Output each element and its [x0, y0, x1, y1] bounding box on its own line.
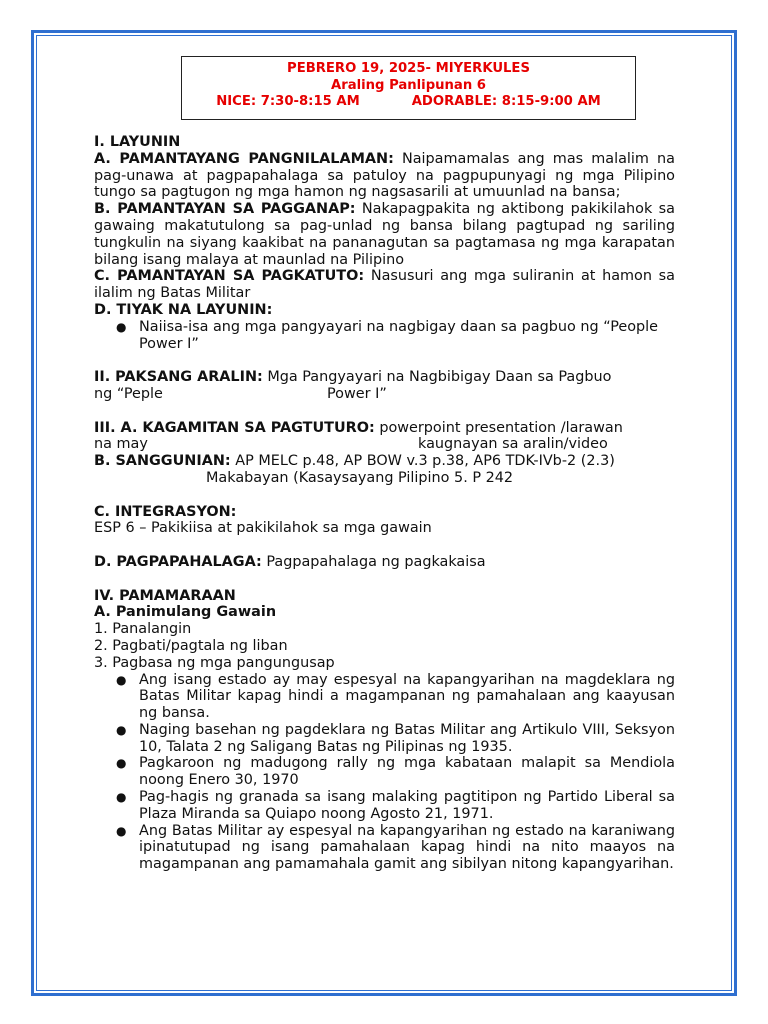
schedule-adorable: ADORABLE: 8:15-9:00 AM	[411, 94, 601, 109]
kagamitan-cont: na may kaugnayan sa aralin/video	[94, 436, 608, 453]
kagamitan: III. A. KAGAMITAN SA PAGTUTURO: powerpoint presentation /larawan	[94, 419, 623, 436]
step-item: 2. Pagbati/pagtala ng liban	[94, 637, 288, 654]
bullet-icon: ●	[116, 722, 127, 737]
bullet-icon: ●	[116, 756, 127, 771]
integrasyon-title: C. INTEGRASYON:	[94, 503, 237, 520]
header-schedule	[182, 94, 635, 111]
layunin-b: B. PAMANTAYAN SA PAGGANAP: Nakapagpakita ng aktibong pakikilahok sa gawaing makatutulong sa pag-unlad ng bansa bilang pagtupad ng sariling tungkulin na siyang kaakibat na pananagutan sa pagtamasa ng mga karapatan bilang isang malaya at maunlad na Pilipino	[94, 201, 675, 268]
paksang-aralin-cont: ng “Peple Power I”	[94, 385, 387, 402]
bullet-icon: ●	[116, 319, 127, 334]
header-date: PEBRERO 19, 2025- MIYERKULES	[287, 61, 530, 76]
list-item: ● Naging basehan ng pagdeklara ng Batas Militar ang Artikulo VIII, Seksyon 10, Talata 2 ng Saligang Batas ng Pilipinas ng 1935.	[116, 721, 675, 755]
integrasyon-text: ESP 6 – Pakikiisa at pakikilahok sa mga gawain	[94, 520, 432, 537]
list-item: ● Naiisa-isa ang mga pangyayari na nagbigay daan sa pagbuo ng “People Power I”	[116, 318, 659, 352]
layunin-a: A. PAMANTAYANG PANGNILALAMAN: Naipamamalas ang mas malalim na pag-unawa at pagpapahalaga sa patuloy na pagpupunyagi ng mga Pilipino tungo sa pagtugon ng mga hamon ng nagsasarili at umuunlad na bansa;	[94, 150, 675, 201]
layunin-d-list	[94, 319, 675, 353]
layunin-d: D. TIYAK NA LAYUNIN:	[94, 301, 273, 318]
paksang-aralin: II. PAKSANG ARALIN: Mga Pangyayari na Nagbibigay Daan sa Pagbuo	[94, 369, 612, 386]
lesson-plan-body	[94, 134, 675, 873]
pamamaraan-title: IV. PAMAMARAAN	[94, 587, 236, 604]
bullet-icon: ●	[116, 790, 127, 805]
sanggunian: B. SANGGUNIAN: AP MELC p.48, AP BOW v.3 p.38, AP6 TDK-IVb-2 (2.3)	[94, 453, 615, 470]
pangungusap-list	[94, 672, 675, 874]
list-item: ● Pag-hagis ng granada sa isang malaking pagtitipon ng Partido Liberal sa Plaza Miranda sa Quiapo noong Agosto 21, 1971.	[116, 789, 675, 822]
bullet-icon: ●	[116, 672, 127, 687]
list-item: ● Pagkaroon ng madugong rally ng mga kabataan malapit sa Mendiola noong Enero 30, 1970	[116, 755, 675, 789]
step-item: 1. Panalangin	[94, 621, 192, 638]
list-item: ● Ang isang estado ay may espesyal na kapangyarihan na magdeklara ng Batas Militar kapag hindi a magampanan ng pamahalaan ang kaayusan ng bansa.	[116, 671, 675, 722]
pagpapahalaga: D. PAGPAPAHALAGA: Pagpapahalaga ng pagkakaisa	[94, 553, 486, 570]
section-layunin-title: I. LAYUNIN	[94, 134, 181, 150]
header-subject: Araling Panlipunan 6	[331, 77, 486, 93]
layunin-c: C. PAMANTAYAN SA PAGKATUTO: Nasusuri ang mga suliranin at hamon sa ilalim ng Batas Militar	[94, 268, 675, 302]
bullet-icon: ●	[116, 823, 127, 838]
schedule-nice: NICE: 7:30-8:15 AM	[216, 94, 360, 109]
step-item: 3. Pagbasa ng mga pangungusap	[94, 654, 335, 671]
sanggunian-cont: Makabayan (Kasaysayang Pilipino 5. P 242	[206, 469, 514, 486]
header-box	[181, 56, 636, 120]
panimulang-gawain-title: A. Panimulang Gawain	[94, 604, 277, 621]
list-item: ● Ang Batas Militar ay espesyal na kapangyarihan ng estado na karaniwang ipinatutupad ng isang pamahalaan kapag hindi na nito maayos na magampanan ang pamamahala gamit ang sibilyan nitong kapangyarihan.	[116, 822, 675, 873]
